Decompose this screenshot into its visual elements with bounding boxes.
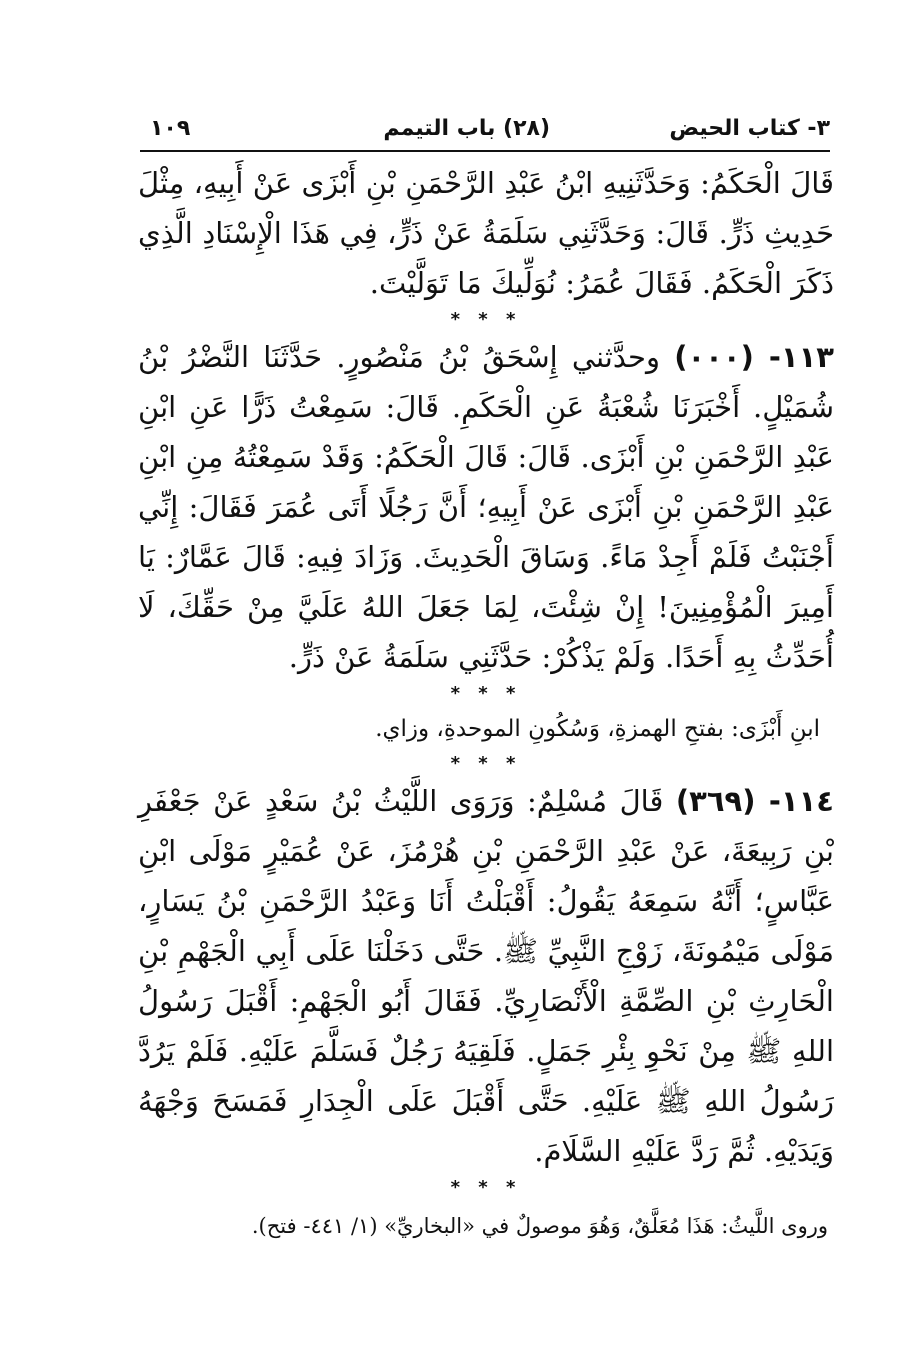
header-rule [140,150,830,152]
commentary-note: ابنِ أَبْزَى: بفتحِ الهمزةِ، وَسُكُونِ الموحدةِ، وزاي. [375,716,820,742]
hadith-113 [138,332,834,682]
chapter-title: ٣- كتاب الحيض [669,116,830,141]
separator: * * * [450,753,522,774]
hadith-text: وحدَّثني إِسْحَقُ بْنُ مَنْصُورٍ. حَدَّثَنَا النَّضْرُ بْنُ شُمَيْلٍ. أَخْبَرَنَا شُعْبَةُ عَنِ الْحَكَمِ. قَالَ: سَمِعْتُ ذَرًّا عَنِ ابْنِ عَبْدِ الرَّحْمَنِ بْنِ أَبْزَى. قَالَ: قَالَ الْحَكَمُ: وَقَدْ سَمِعْتُهُ مِنِ ابْنِ عَبْدِ الرَّحْمَنِ بْنِ أَبْزَى عَنْ أَبِيهِ؛ أَنَّ رَجُلًا أَتَى عُمَرَ فَقَالَ: إِنِّي أَجْنَبْتُ فَلَمْ أَجِدْ مَاءً. وَسَاقَ الْحَدِيثَ. وَزَادَ فِيهِ: قَالَ عَمَّارٌ: يَا أَمِيرَ الْمُؤْمِنِينَ! إِنْ شِئْتَ، لِمَا جَعَلَ اللهُ عَلَيَّ مِنْ حَقِّكَ، لَا أُحَدِّثُ بِهِ أَحَدًا. وَلَمْ يَذْكُرْ: حَدَّثَنِي سَلَمَةُ عَنْ ذَرٍّ. [138,340,834,674]
hadith-114 [138,776,834,1176]
page-body [138,158,834,1246]
section-title: (٢٨) باب التيمم [383,116,550,141]
hadith-number: ١١٤- (٣٦٩) [675,784,835,818]
hadith-number: ١١٣- (٠٠٠) [674,340,835,374]
separator: * * * [450,309,522,330]
page-header [140,112,830,148]
passage-continuation: قَالَ الْحَكَمُ: وَحَدَّثَنِيهِ ابْنُ عَبْدِ الرَّحْمَنِ بْنِ أَبْزَى عَنْ أَبِيهِ، مِثْلَ حَدِيثِ ذَرٍّ. قَالَ: وَحَدَّثَنِي سَلَمَةُ عَنْ ذَرٍّ، فِي هَذَا الْإِسْنَادِ الَّذِي ذَكَرَ الْحَكَمُ. فَقَالَ عُمَرُ: نُوَلِّيكَ مَا تَوَلَّيْتَ. [138,166,834,300]
separator: * * * [450,1177,522,1198]
separator: * * * [450,683,522,704]
footnote: وروى اللَّيثُ: هَذَا مُعَلَّقٌ، وَهُوَ موصولٌ في «البخاريِّ» (١/ ٤٤١- فتح). [251,1214,828,1238]
page-number: ١٠٩ [150,116,191,141]
hadith-text: قَالَ مُسْلِمٌ: وَرَوَى اللَّيْثُ بْنُ سَعْدٍ عَنْ جَعْفَرِ بْنِ رَبِيعَةَ، عَنْ عَبْدِ الرَّحْمَنِ بْنِ هُرْمُزَ، عَنْ عُمَيْرٍ مَوْلَى ابْنِ عَبَّاسٍ؛ أَنَّهُ سَمِعَهُ يَقُولُ: أَقْبَلْتُ أَنَا وَعَبْدُ الرَّحْمَنِ بْنُ يَسَارٍ، مَوْلَى مَيْمُونَةَ، زَوْجِ النَّبِيِّ ﷺ. حَتَّى دَخَلْنَا عَلَى أَبِي الْجَهْمِ بْنِ الْحَارِثِ بْنِ الصِّمَّةِ الْأَنْصَارِيِّ. فَقَالَ أَبُو الْجَهْمِ: أَقْبَلَ رَسُولُ اللهِ ﷺ مِنْ نَحْوِ بِئْرِ جَمَلٍ. فَلَقِيَهُ رَجُلٌ فَسَلَّمَ عَلَيْهِ. فَلَمْ يَرُدَّ رَسُولُ اللهِ ﷺ عَلَيْهِ. حَتَّى أَقْبَلَ عَلَى الْجِدَارِ فَمَسَحَ وَجْهَهُ وَيَدَيْهِ. ثُمَّ رَدَّ عَلَيْهِ السَّلَامَ. [138,784,834,1168]
